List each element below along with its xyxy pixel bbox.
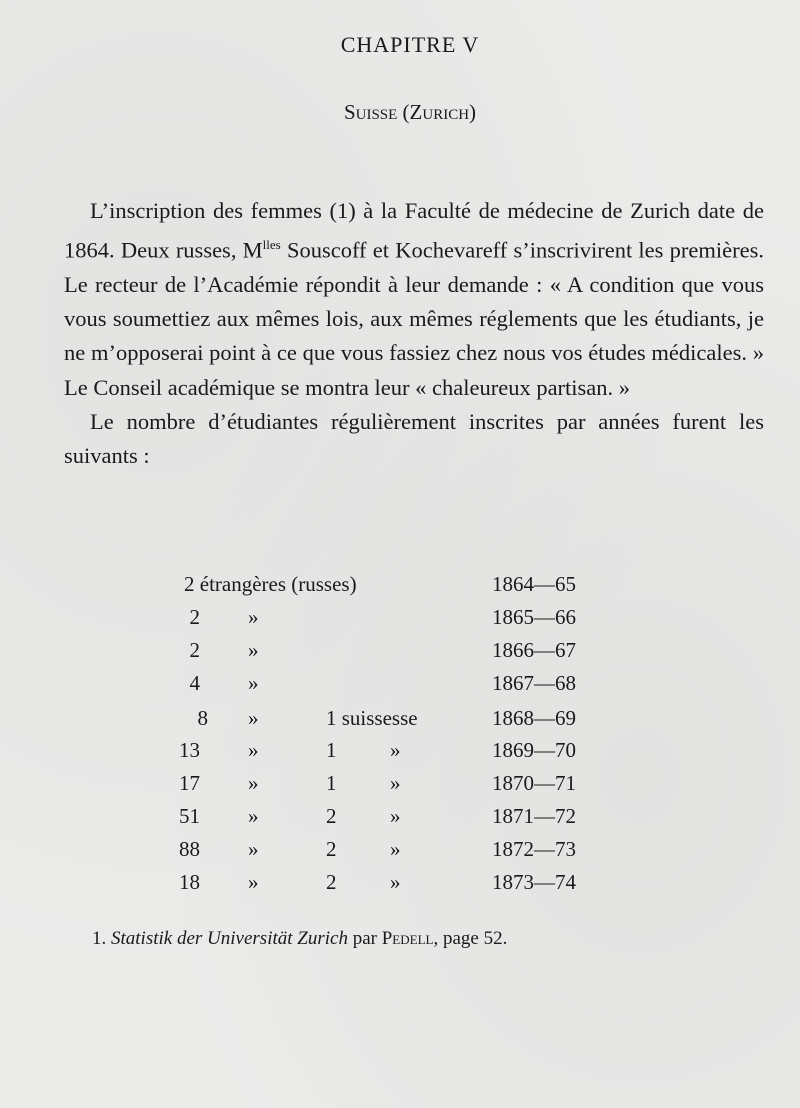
count-cell: 13 <box>179 738 200 762</box>
years-cell: 1873—74 <box>492 870 576 894</box>
swiss-cell: 1 <box>326 738 337 762</box>
count-cell: 4 <box>189 671 200 695</box>
ditto-cell: » <box>248 837 259 861</box>
swiss-cell: 1 <box>326 771 337 795</box>
table-row <box>0 671 800 703</box>
table-row <box>0 738 800 770</box>
years-cell: 1871—72 <box>492 804 576 828</box>
ditto-cell: » <box>390 870 401 894</box>
count-cell: 17 <box>179 771 200 795</box>
ditto-cell: » <box>248 605 259 629</box>
footnote-number: 1. <box>92 928 107 949</box>
footnote <box>92 928 507 950</box>
years-cell: 1872—73 <box>492 837 576 861</box>
ditto-cell: » <box>390 804 401 828</box>
table-row <box>0 837 800 869</box>
ditto-cell: » <box>390 837 401 861</box>
count-cell: 2 <box>189 605 200 629</box>
table-row <box>0 870 800 902</box>
table-row <box>0 572 800 604</box>
count-cell: 88 <box>179 837 200 861</box>
years-cell: 1867—68 <box>492 671 576 695</box>
chapter-title: CHAPITRE V <box>340 32 480 57</box>
table-row <box>0 638 800 670</box>
footnote-by: par <box>347 928 382 949</box>
count-cell: 18 <box>179 870 200 894</box>
footnote-work: Statistik der Universität Zurich <box>111 928 348 949</box>
swiss-cell: 2 <box>326 804 337 828</box>
paragraph-1-part-a: L’inscription des femmes (1) à la Faculté de médecine de Zurich date de 1864. Deux russes, M <box>64 198 764 263</box>
ditto-cell: » <box>248 638 259 662</box>
table-row <box>0 605 800 637</box>
ditto-cell: » <box>390 771 401 795</box>
body-text <box>64 194 764 473</box>
paragraph-1-superscript: lles <box>262 237 281 253</box>
ditto-cell: » <box>390 738 401 762</box>
years-cell: 1865—66 <box>492 605 576 629</box>
paragraph-2: Le nombre d’étudiantes régulièrement inscrites par années furent les suivants : <box>64 408 764 468</box>
count-cell: 2 étrangères (russes) <box>184 572 357 596</box>
ditto-cell: » <box>248 804 259 828</box>
ditto-cell: » <box>248 771 259 795</box>
ditto-cell: » <box>248 738 259 762</box>
years-cell: 1869—70 <box>492 738 576 762</box>
ditto-cell: » <box>248 870 259 894</box>
section-title-text: Suisse (Zurich) <box>343 100 477 124</box>
footnote-author: Pedell <box>381 928 434 949</box>
ditto-cell: » <box>248 706 259 730</box>
years-cell: 1868—69 <box>492 706 576 730</box>
count-cell: 2 <box>189 638 200 662</box>
years-cell: 1864—65 <box>492 572 576 596</box>
ditto-cell: » <box>248 671 259 695</box>
years-cell: 1866—67 <box>492 638 576 662</box>
swiss-cell: 1 suissesse <box>326 706 418 730</box>
paragraph-1-part-b: Souscoff et Kochevareff s’inscrivirent les premières. Le recteur de l’Académie répondit à leur demande : « A condition que vous vous soumettiez aux mêmes lois, aux mêmes réglements que les étudiants, je ne m’opposerai point à ce que vous fassiez chez nous vos études médicales. » Le Conseil académique se montra leur « chaleureux partisan. » <box>64 237 764 400</box>
table-row <box>0 804 800 836</box>
count-cell: 51 <box>179 804 200 828</box>
count-cell: 8 <box>197 706 208 730</box>
table-row <box>0 706 800 738</box>
section-title <box>0 100 800 125</box>
paragraph-1 <box>64 194 764 405</box>
footnote-page: , page 52. <box>433 928 508 949</box>
swiss-cell: 2 <box>326 870 337 894</box>
table-row <box>0 771 800 803</box>
years-cell: 1870—71 <box>492 771 576 795</box>
swiss-cell: 2 <box>326 837 337 861</box>
